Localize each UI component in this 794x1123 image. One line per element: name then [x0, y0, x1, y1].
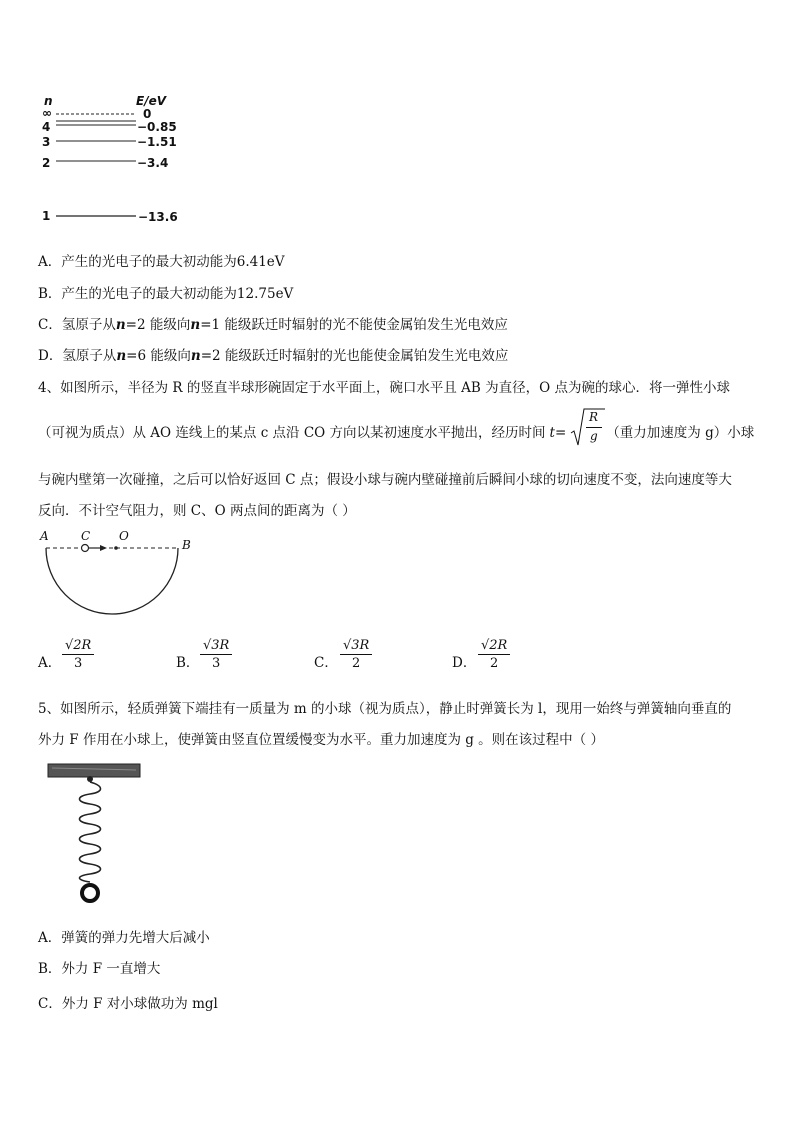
- q4-sqrt-numerator: R: [589, 410, 599, 424]
- spring-coil: [80, 782, 101, 882]
- q3-option-c-pre: C．氢原子从: [38, 317, 116, 333]
- center-o-point: [114, 546, 118, 550]
- q4-option-d-fraction: [478, 638, 510, 671]
- q4-option-b-num: √3R: [200, 638, 232, 655]
- q4-option-b-label: B．: [176, 655, 200, 671]
- q4-option-a-den: 3: [74, 656, 83, 671]
- q4-option-c-num: √3R: [340, 638, 372, 655]
- q3-option-d-mid: =6 能级向: [126, 348, 191, 364]
- q4-line-4: 反向．不计空气阻力，则 C、O 两点间的距离为（ ）: [38, 503, 356, 519]
- q4-bowl-figure: [36, 526, 196, 622]
- fig-label-c: C: [81, 529, 91, 543]
- level-n-3: 3: [42, 135, 51, 149]
- q4-option-d-label: D．: [452, 655, 477, 671]
- q3-option-d: [38, 344, 508, 364]
- fig-label-o: O: [119, 529, 129, 543]
- fig-label-b: B: [182, 538, 191, 552]
- sqrt-radical-sign: [570, 407, 606, 449]
- level-n-inf: ∞: [42, 106, 52, 120]
- q4-equals: =: [554, 425, 567, 441]
- q4-option-c-fraction: [340, 638, 372, 671]
- q3-option-d-n1: n: [116, 348, 127, 364]
- energy-axis-header: E/eV: [136, 94, 167, 108]
- q4-line-2-post: （重力加速度为 g）小球: [606, 425, 755, 441]
- q4-option-a-fraction: [62, 638, 94, 671]
- ball-at-c: [82, 545, 89, 552]
- q4-line-3: 与碗内壁第一次碰撞，之后可以恰好返回 C 点；假设小球与碗内壁碰撞前后瞬间小球的切向速度不变，法向速度等大: [38, 472, 732, 488]
- q4-option-c-label: C．: [314, 655, 338, 671]
- q4-sqrt-denominator: g: [590, 429, 598, 443]
- q4-line-2-pre: （可视为质点）从 AO 连线上的某点 c 点沿 CO 方向以某初速度水平抛出，经历时间: [38, 425, 546, 441]
- q5-line-2: 外力 F 作用在小球上，使弹簧由竖直位置缓慢变为水平。重力加速度为 g 。则在该过程中（ ）: [38, 732, 604, 748]
- q3-option-c-n1: n: [115, 317, 126, 333]
- hanging-ball: [82, 885, 98, 901]
- level-n-4: 4: [42, 120, 51, 134]
- bowl-arc: [46, 548, 178, 614]
- q5-option-c: C．外力 F 对小球做功为 mgl: [38, 996, 218, 1012]
- q4-option-d-num: √2R: [478, 638, 510, 655]
- q4-t-symbol: t: [549, 425, 555, 441]
- level-n-1: 1: [42, 209, 51, 223]
- q4-sqrt-fraction: [570, 407, 606, 449]
- q4-line-2: [38, 421, 754, 441]
- q3-option-c: [38, 313, 508, 333]
- q4-line-1: 4、如图所示，半径为 R 的竖直半球形碗固定于水平面上，碗口水平且 AB 为直径，O 点为碗的球心．将一弹性小球: [38, 380, 730, 396]
- q5-line-1: 5、如图所示，轻质弹簧下端挂有一质量为 m 的小球（视为质点），静止时弹簧长为 l，现用一始终与弹簧轴向垂直的: [38, 701, 732, 717]
- fig-label-a: A: [40, 529, 49, 543]
- bowl-diagram: [36, 526, 196, 622]
- q3-option-c-post: =1 能级跃迁时辐射的光不能使金属铂发生光电效应: [200, 317, 508, 333]
- spring-diagram: [46, 762, 146, 908]
- q4-option-d-den: 2: [490, 656, 499, 671]
- q5-option-b: B．外力 F 一直增大: [38, 961, 161, 977]
- n-axis-header: n: [44, 94, 53, 108]
- q4-option-b-den: 3: [212, 656, 221, 671]
- spring-anchor: [87, 776, 93, 782]
- q4-option-a-num: √2R: [62, 638, 94, 655]
- level-n-2: 2: [42, 156, 51, 170]
- level-e-inf: 0: [143, 107, 152, 121]
- q3-option-b: B．产生的光电子的最大初动能为12.75eV: [38, 286, 294, 302]
- q5-spring-figure: [46, 762, 146, 908]
- q3-option-c-n2: n: [190, 317, 201, 333]
- level-e-2: −3.4: [137, 156, 169, 170]
- q4-option-a-label: A．: [38, 655, 62, 671]
- level-e-4: −0.85: [137, 120, 177, 134]
- q4-sqrt-bar: [586, 427, 602, 428]
- level-e-1: −13.6: [138, 210, 178, 224]
- ceiling-bar: [48, 764, 140, 777]
- q4-option-b-fraction: [200, 638, 232, 671]
- q3-option-d-pre: D．氢原子从: [38, 348, 117, 364]
- energy-level-diagram: [0, 0, 220, 230]
- energy-level-lines: [0, 0, 220, 230]
- q4-option-c-den: 2: [352, 656, 361, 671]
- level-e-3: −1.51: [137, 135, 177, 149]
- q3-option-c-mid: =2 能级向: [125, 317, 191, 333]
- q3-option-a: A．产生的光电子的最大初动能为6.41eV: [38, 254, 285, 270]
- q3-option-d-post: =2 能级跃迁时辐射的光也能使金属铂发生光电效应: [200, 348, 509, 364]
- q5-option-a: A．弹簧的弹力先增大后减小: [38, 930, 210, 946]
- q3-option-d-n2: n: [190, 348, 201, 364]
